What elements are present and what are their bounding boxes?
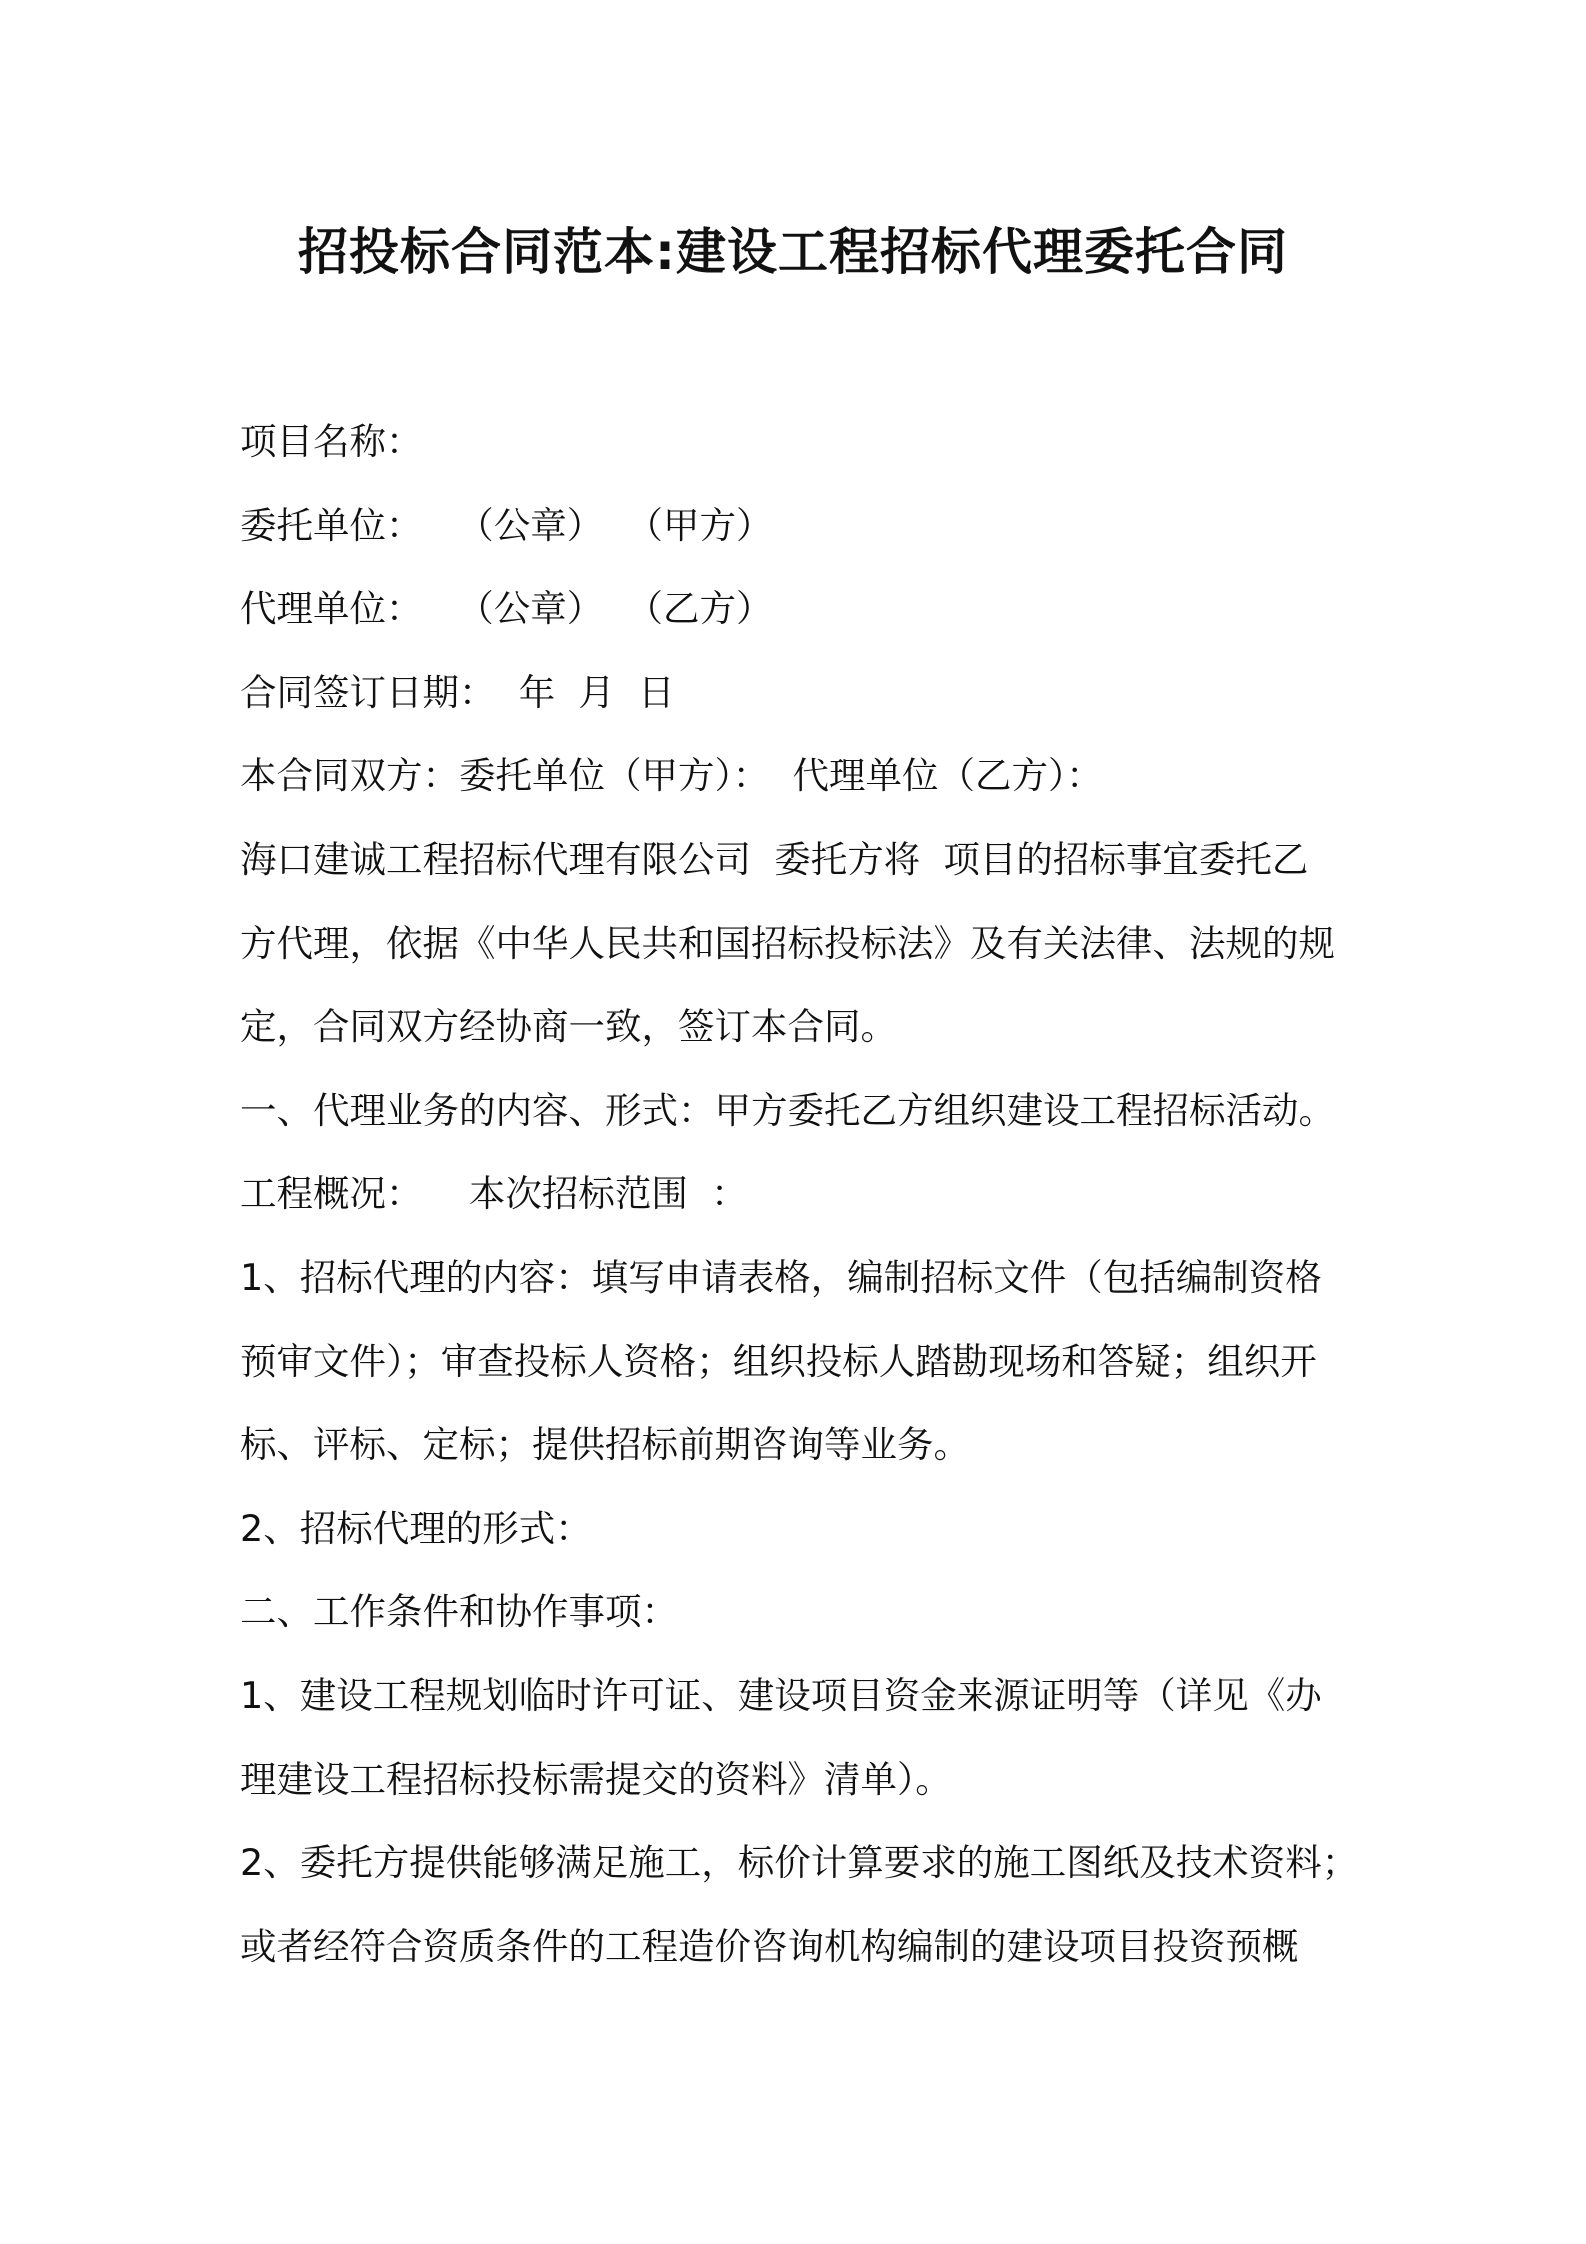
line-contract-parties: 本合同双方：委托单位（甲方）： 代理单位（乙方）：: [240, 754, 1103, 798]
line-agent-unit: 代理单位： （公章） （乙方）: [240, 587, 773, 631]
paragraph-line: 预审文件）；审查投标人资格；组织投标人踏勘现场和答疑；组织开: [240, 1339, 1317, 1383]
line-entrusting-unit: 委托单位： （公章） （甲方）: [240, 503, 773, 547]
paragraph-line: 理建设工程招标投标需提交的资料》清单）。: [240, 1757, 952, 1801]
document-body: [240, 400, 1360, 1988]
line-project-overview: 工程概况： 本次招标范围 ：: [240, 1172, 748, 1216]
line-agency-form: 2、招标代理的形式：: [240, 1506, 592, 1550]
paragraph-line: 1、招标代理的内容：填写申请表格，编制招标文件（包括编制资格: [240, 1255, 1322, 1299]
paragraph-line: 定，合同双方经协商一致，签订本合同。: [240, 1005, 897, 1049]
paragraph-line: 2、委托方提供能够满足施工，标价计算要求的施工图纸及技术资料；: [240, 1841, 1359, 1885]
paragraph-line: 海口建诚工程招标代理有限公司 委托方将 项目的招标事宜委托乙: [240, 837, 1309, 881]
paragraph-line: 或者经符合资质条件的工程造价咨询机构编制的建设项目投资预概: [240, 1924, 1299, 1968]
line-signing-date: 合同签订日期： 年 月 日: [240, 670, 675, 714]
section-heading-two: 二、工作条件和协作事项：: [240, 1590, 678, 1634]
paragraph-line: 方代理，依据《中华人民共和国招标投标法》及有关法律、法规的规: [240, 921, 1335, 965]
paragraph-line: 标、评标、定标；提供招标前期咨询等业务。: [240, 1423, 970, 1467]
paragraph-line: 1、建设工程规划临时许可证、建设项目资金来源证明等（详见《办: [240, 1673, 1322, 1717]
line-project-name: 项目名称：: [240, 420, 423, 463]
section-heading-one: 一、代理业务的内容、形式：甲方委托乙方组织建设工程招标活动。: [240, 1088, 1335, 1132]
document-title: 招投标合同范本:建设工程招标代理委托合同: [298, 223, 1288, 281]
